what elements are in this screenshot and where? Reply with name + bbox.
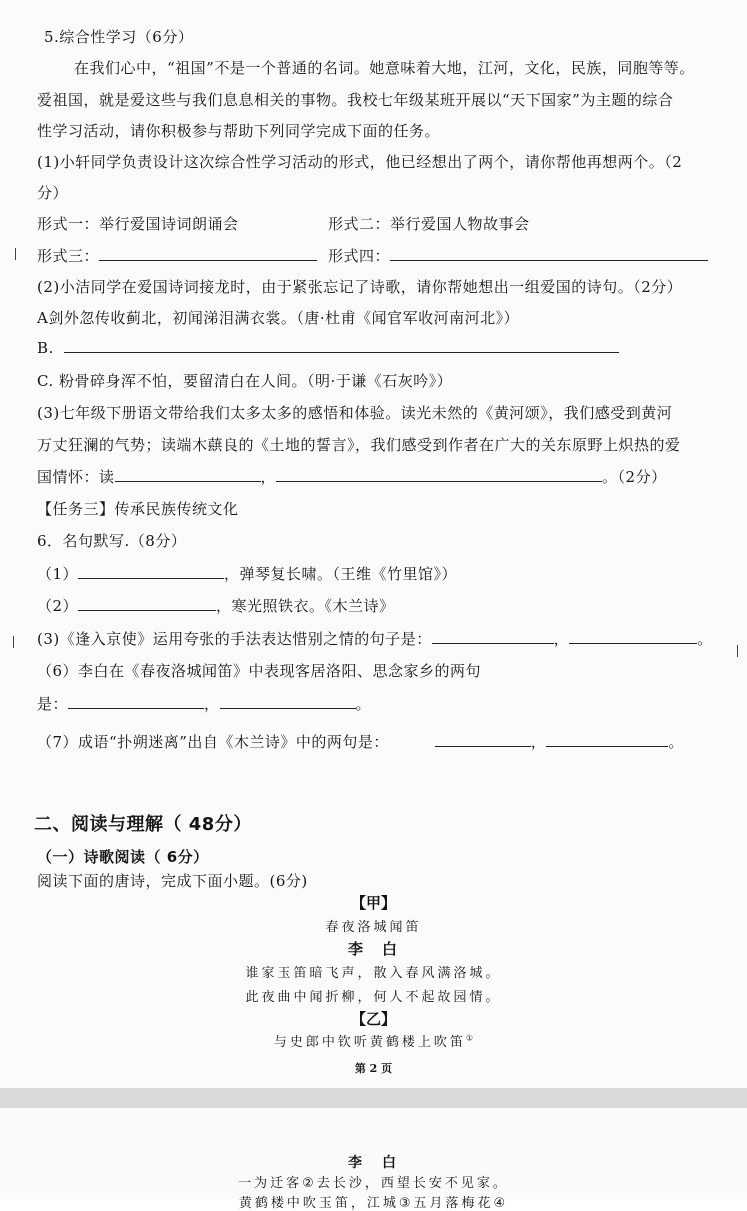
q6-item-3-period: 。 (697, 630, 713, 648)
q5-intro-line-2: 爱祖国，就是爱这些与我们息息相关的事物。我校七年级某班开展以“天下国家”为主题的综合 (37, 91, 674, 109)
poem-a-author: 李 白 (347, 940, 399, 958)
poem-a-title: 春夜洛城闻笛 (325, 920, 422, 935)
q6-item-3-text: (3)《逢入京使》运用夸张的手法表达惜别之情的句子是： (37, 630, 432, 648)
q6-item-6-prefix: 是： (37, 695, 69, 713)
q6-item-6-period: 。 (355, 695, 372, 713)
q6-item-2-number: （2） (37, 597, 79, 615)
q6-item-2-blank[interactable] (78, 609, 216, 611)
q6-item-7-blank-2[interactable] (546, 745, 668, 747)
form-three-blank[interactable] (99, 259, 317, 261)
q5-part3-comma: ， (260, 468, 277, 486)
poem-b-author: 李 白 (348, 1155, 399, 1171)
q5-part3-line-2: 万丈狂澜的气势；读端木蕻良的《土地的誓言》，我们感受到作者在广大的关东原野上炽热的爱 (37, 436, 681, 454)
page-number: 第 2 页 (354, 1062, 393, 1075)
q5-part3-end: 。（2分） (602, 468, 667, 486)
q6-item-7-period: 。 (668, 733, 684, 751)
q6-item-7 (37, 731, 684, 752)
form-two: 形式二：举行爱国人物故事会 (328, 215, 530, 233)
q5-part3-blank-2[interactable] (276, 480, 602, 482)
form-four-label: 形式四： (328, 247, 391, 265)
q6-item-1-blank[interactable] (78, 577, 224, 579)
q5-part2-option-c: C. 粉骨碎身浑不怕，要留清白在人间。（明·于谦《石灰吟》） (37, 372, 453, 390)
poem-b-note-mark: ① (465, 1033, 474, 1043)
q5-part3-line-3 (37, 466, 667, 487)
q6-item-7-text: （7）成语“扑朔迷离”出自《木兰诗》中的两句是： (37, 733, 389, 751)
poetry-instruction: 阅读下面的唐诗，完成下面小题。(6分) (37, 872, 308, 890)
q5-part2-option-b-row (37, 339, 619, 357)
q6-item-6-comma: ， (204, 695, 220, 713)
q6-item-3-blank-1[interactable] (432, 642, 554, 644)
poem-a-label: 【甲】 (350, 894, 396, 912)
poem-b-title: 与史郎中钦听黄鹤楼上吹笛 (273, 1035, 466, 1050)
poem-b-title-row (0, 1031, 747, 1050)
q6-item-3 (37, 628, 713, 649)
q5-part3-prompt: 国情怀：读 (37, 468, 115, 486)
q6-item-1-text: ，弹琴复长啸。（王维《竹里馆》） (224, 565, 458, 583)
q5-part2-option-a: A剑外忽传收蓟北，初闻涕泪满衣裳。（唐·杜甫《闻官军收河南河北》） (37, 309, 520, 327)
poem-b-line-2: 黄鹤楼中吹玉笛，江城③五月落梅花④ (238, 1196, 509, 1211)
q5-part3-line-1: (3)七年级下册语文带给我们太多太多的感悟和体验。读光未然的《黄河颂》，我们感受到黄河 (37, 404, 673, 422)
exam-page-2 (0, 1108, 747, 1211)
task-three-heading: 【任务三】传承民族传统文化 (37, 500, 239, 518)
q5-part2-option-b-label: B. (37, 339, 54, 357)
scan-mark (15, 248, 16, 260)
poetry-reading-heading: （一）诗歌阅读（ 6分） (37, 848, 209, 866)
q6-item-7-comma: ， (530, 733, 547, 751)
form-four-blank[interactable] (390, 259, 708, 261)
poem-b-line-1: 一为迁客②去长沙，西望长安不见家。 (238, 1176, 509, 1191)
q6-item-6-blank-2[interactable] (220, 707, 356, 709)
poem-b-label: 【乙】 (350, 1010, 396, 1028)
q6-item-3-blank-2[interactable] (569, 642, 697, 644)
form-one: 形式一：举行爱国诗词朗诵会 (37, 215, 239, 233)
q6-item-1-number: （1） (37, 565, 79, 583)
q5-heading: 5.综合性学习（6分） (44, 28, 194, 46)
q6-item-1 (37, 563, 457, 584)
page-separator (0, 1088, 747, 1108)
q5-intro-line-3: 性学习活动，请你积极参与帮助下列同学完成下面的任务。 (37, 122, 441, 140)
q6-item-3-comma: ， (553, 630, 570, 648)
q5-intro-line-1: 在我们心中，“祖国”不是一个普通的名词。她意味着大地，江河，文化，民族，同胞等等。 (74, 59, 695, 77)
q6-item-2 (37, 595, 395, 616)
q5-part3-blank-1[interactable] (115, 480, 261, 482)
poem-a-line-1: 谁家玉笛暗飞声，散入春风满洛城。 (245, 966, 502, 981)
q5-part1-line-2: 分） (37, 184, 69, 202)
q6-item-6-text: （6）李白在《春夜洛城闻笛》中表现客居洛阳、思念家乡的两句 (37, 662, 482, 680)
q5-part2-option-b-blank[interactable] (64, 351, 619, 353)
form-three-row (37, 245, 317, 266)
q6-item-2-text: ，寒光照铁衣。《木兰诗》 (216, 597, 395, 615)
q6-heading: 6．名句默写.（8分） (37, 532, 187, 550)
q5-part1-line-1: (1)小轩同学负责设计这次综合性学习活动的形式，他已经想出了两个，请你帮他再想两个。（2 (37, 153, 683, 171)
form-three-label: 形式三： (37, 247, 100, 265)
form-four-row (328, 245, 708, 266)
q6-item-6-blank-1[interactable] (68, 707, 204, 709)
q6-item-7-blank-1[interactable] (435, 745, 531, 747)
poem-a-line-2: 此夜曲中闻折柳，何人不起故园情。 (245, 990, 502, 1005)
q5-part2: (2)小洁同学在爱国诗词接龙时，由于紧张忘记了诗歌，请你帮她想出一组爱国的诗句。（2分） (37, 278, 683, 296)
section-two-title: 二、阅读与理解（ 48分） (34, 814, 252, 835)
scan-mark (737, 645, 738, 657)
scan-mark (13, 636, 14, 648)
q6-item-6-answer (37, 693, 371, 714)
